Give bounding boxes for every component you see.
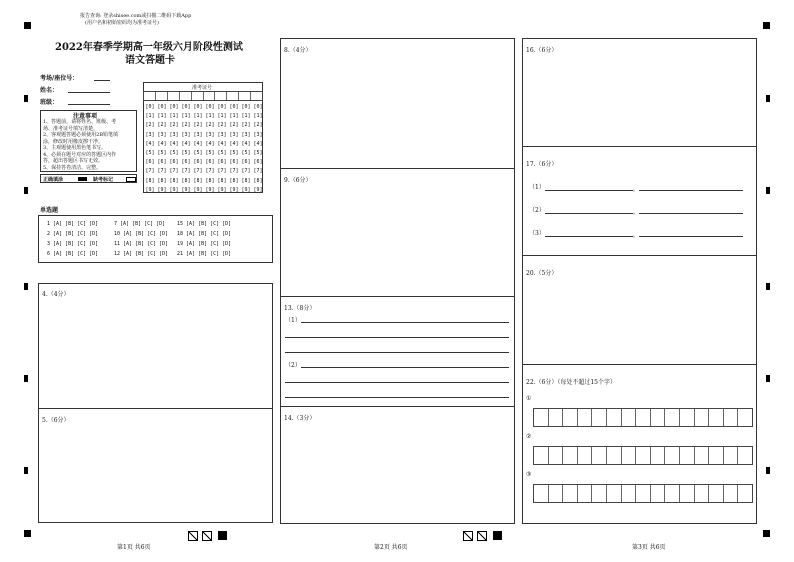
exam-digit-bubble[interactable]: [9] [157, 186, 167, 193]
exam-digit-bubble[interactable]: [1] [157, 113, 167, 120]
exam-digit-column [144, 103, 156, 195]
class-field[interactable] [68, 104, 110, 105]
name-label: 姓名： [40, 87, 59, 94]
exam-digit-bubble[interactable]: [9] [229, 186, 239, 193]
exam-digit-bubble[interactable]: [2] [145, 122, 155, 129]
exam-digit-bubble[interactable]: [6] [205, 159, 215, 166]
exam-digit-bubble[interactable]: [2] [229, 122, 239, 129]
exam-digit-bubble[interactable]: [5] [205, 150, 215, 157]
q13-label: 13.（8分） [284, 305, 316, 312]
exam-number-grid [143, 82, 263, 193]
mcq-question[interactable]: 2 [A] [B] [C] [D] [47, 231, 99, 237]
exam-digit-bubble[interactable]: [4] [169, 140, 179, 147]
exam-digit-bubble[interactable]: [8] [145, 177, 155, 184]
exam-digit-bubble[interactable]: [8] [169, 177, 179, 184]
exam-number-write-row[interactable] [143, 91, 263, 101]
exam-digit-bubble[interactable]: [3] [193, 131, 203, 138]
mcq-question[interactable]: 3 [A] [B] [C] [D] [47, 241, 99, 247]
missing-mark-box[interactable] [126, 177, 136, 182]
exam-digit-bubble[interactable]: [6] [217, 159, 227, 166]
exam-digit-bubble[interactable]: [8] [181, 177, 191, 184]
answer-area-q4[interactable] [38, 283, 273, 409]
answer-area-q22[interactable] [522, 364, 757, 524]
exam-digit-bubble[interactable]: [6] [229, 159, 239, 166]
notes-box [40, 110, 137, 172]
timing-mark [766, 187, 770, 194]
answer-area-q14[interactable] [280, 406, 515, 524]
exam-digit-bubble[interactable]: [6] [241, 159, 251, 166]
exam-digit-bubble[interactable]: [4] [145, 140, 155, 147]
exam-digit-bubble[interactable]: [0] [205, 104, 215, 110]
exam-digit-bubble[interactable]: [1] [205, 113, 215, 120]
q14-label: 14.（3分） [284, 415, 316, 422]
exam-digit-bubble[interactable]: [0] [229, 104, 239, 110]
exam-digit-bubble[interactable]: [5] [217, 150, 227, 157]
corner-mark-br [763, 530, 770, 537]
exam-digit-bubble[interactable]: [7] [157, 168, 167, 175]
page-title: 2022年春季学期高一年级六月阶段性测试 [55, 42, 243, 53]
notes-title: 注意事项 [73, 113, 98, 120]
mcq-question[interactable]: 11 [A] [B] [C] [D] [114, 241, 169, 247]
exam-digit-bubble[interactable]: [7] [193, 168, 203, 175]
answer-area-q17[interactable] [522, 146, 757, 256]
exam-digit-bubble[interactable]: [1] [181, 113, 191, 120]
exam-room-label: 考场/座位号： [40, 75, 79, 82]
exam-digit-bubble[interactable]: [8] [217, 177, 227, 184]
exam-digit-bubble[interactable]: [7] [169, 168, 179, 175]
q17-line[interactable] [545, 236, 633, 237]
exam-digit-bubble[interactable]: [6] [253, 159, 263, 166]
q17-part2-label: （2） [529, 207, 545, 214]
q13-line[interactable] [285, 352, 509, 353]
note-item: 2、客观题答题必须使用2B铅笔填 [43, 132, 119, 138]
q22-item1-label: ① [526, 395, 532, 402]
timing-mark [24, 375, 28, 382]
exam-digit-bubble[interactable]: [6] [169, 159, 179, 166]
page-code-mark [202, 531, 212, 541]
exam-digit-bubble[interactable]: [1] [169, 113, 179, 120]
note-item: 1、答题前，请将姓名、班级、考 [43, 119, 117, 125]
note-item: 答，超出答题区书写无效。 [43, 158, 104, 164]
page-footer-2: 第2页 共6页 [374, 544, 408, 551]
exam-digit-bubble[interactable]: [3] [205, 131, 215, 138]
exam-digit-bubble[interactable]: [5] [229, 150, 239, 157]
fill-legend [40, 174, 137, 183]
answer-area-q8[interactable] [280, 38, 515, 169]
exam-digit-bubble[interactable]: [1] [217, 113, 227, 120]
exam-digit-bubble[interactable]: [4] [181, 140, 191, 147]
q5-label: 5.（6分） [42, 417, 70, 424]
exam-room-field[interactable] [94, 80, 110, 81]
exam-digit-bubble[interactable]: [6] [181, 159, 191, 166]
mcq-question[interactable]: 7 [A] [B] [C] [D] [114, 221, 166, 227]
answer-area-q9[interactable] [280, 168, 515, 297]
exam-digit-bubble[interactable]: [8] [205, 177, 215, 184]
exam-digit-bubble[interactable]: [7] [217, 168, 227, 175]
exam-digit-bubble[interactable]: [0] [181, 104, 191, 110]
exam-digit-bubble[interactable]: [7] [181, 168, 191, 175]
exam-digit-bubble[interactable]: [8] [241, 177, 251, 184]
note-item: 4、必须在题号对应的答题区内作 [43, 151, 117, 158]
correct-fill-label: 正确填涂 [43, 177, 64, 183]
page-footer-3: 第3页 共6页 [632, 544, 666, 551]
exam-digit-bubble[interactable]: [5] [241, 150, 251, 157]
exam-digit-bubble[interactable]: [1] [253, 113, 263, 120]
corner-mark-tr [763, 22, 770, 29]
q9-label: 9.（6分） [284, 177, 312, 184]
exam-digit-bubble[interactable]: [3] [145, 131, 155, 138]
exam-digit-bubble[interactable]: [0] [169, 104, 179, 110]
q17-line[interactable] [639, 190, 743, 191]
q13-line[interactable] [301, 322, 509, 323]
exam-digit-column [156, 103, 168, 195]
exam-digit-bubble[interactable]: [3] [169, 131, 179, 138]
answer-area-q13[interactable] [280, 296, 515, 407]
q17-part1-label: （1） [529, 184, 545, 191]
exam-digit-bubble[interactable]: [6] [193, 159, 203, 166]
exam-digit-bubble[interactable]: [9] [205, 186, 215, 193]
name-field[interactable] [68, 92, 110, 93]
exam-digit-bubble[interactable]: [1] [145, 113, 155, 120]
page-code-mark [463, 531, 473, 541]
q13-line[interactable] [301, 367, 509, 368]
exam-digit-bubble[interactable]: [7] [241, 168, 251, 175]
q13-part1-label: （1） [285, 317, 301, 324]
exam-digit-bubble[interactable]: [7] [229, 168, 239, 175]
exam-digit-column [216, 103, 228, 195]
exam-digit-bubble[interactable]: [9] [241, 186, 251, 193]
exam-digit-bubble[interactable]: [3] [217, 131, 227, 138]
exam-digit-bubble[interactable]: [7] [253, 168, 263, 175]
page-code-mark [218, 531, 227, 540]
exam-digit-bubble[interactable]: [8] [229, 177, 239, 184]
exam-digit-column [204, 103, 216, 195]
exam-digit-bubble[interactable]: [5] [193, 150, 203, 157]
exam-digit-bubble[interactable]: [0] [217, 104, 227, 110]
exam-digit-bubble[interactable]: [4] [241, 140, 251, 147]
exam-digit-bubble[interactable]: [3] [181, 131, 191, 138]
exam-digit-bubble[interactable]: [2] [157, 122, 167, 129]
mcq-question[interactable]: 18 [A] [B] [C] [D] [177, 231, 232, 237]
exam-digit-bubble[interactable]: [9] [145, 186, 155, 193]
q17-dot: 。 [633, 209, 640, 216]
exam-digit-bubble[interactable]: [0] [145, 104, 155, 110]
q4-label: 4.（4分） [42, 291, 70, 298]
header-line-2: (用户名和初始密码均为准考证号) [85, 20, 159, 26]
timing-mark [24, 283, 28, 290]
exam-digit-bubble[interactable]: [1] [241, 113, 251, 120]
corner-mark-bl [24, 530, 31, 537]
exam-digit-bubble[interactable]: [2] [181, 122, 191, 129]
missing-mark-label: 缺考标记 [93, 177, 114, 183]
class-label: 班级： [40, 99, 59, 106]
exam-digit-bubble[interactable]: [3] [157, 131, 167, 138]
q13-line[interactable] [285, 382, 509, 383]
page-code-mark [493, 531, 502, 540]
exam-digit-bubble[interactable]: [4] [205, 140, 215, 147]
exam-number-label: 准考证号 [192, 85, 213, 91]
exam-digit-bubble[interactable]: [7] [205, 168, 215, 175]
q17-label: 17.（6分） [526, 161, 558, 168]
q13-part2-label: （2） [285, 362, 301, 369]
timing-mark [766, 283, 770, 290]
exam-digit-bubble[interactable]: [0] [253, 104, 263, 110]
timing-mark [24, 187, 28, 194]
exam-digit-bubble[interactable]: [2] [193, 122, 203, 129]
exam-digit-bubble[interactable]: [4] [193, 140, 203, 147]
exam-digit-bubble[interactable]: [2] [217, 122, 227, 129]
q17-dot: 。 [633, 186, 640, 193]
exam-digit-bubble[interactable]: [1] [193, 113, 203, 120]
page-code-mark [188, 531, 198, 541]
exam-digit-column [252, 103, 264, 195]
exam-digit-column [240, 103, 252, 195]
mcq-question[interactable]: 19 [A] [B] [C] [D] [177, 241, 232, 247]
q20-label: 20.（5分） [526, 270, 558, 277]
q22-item3-label: ③ [526, 471, 532, 478]
timing-mark [24, 467, 28, 474]
q13-line[interactable] [285, 337, 509, 338]
exam-digit-bubble[interactable]: [5] [253, 150, 263, 157]
note-item: 涂，修改时用橡皮擦干净。 [43, 138, 104, 145]
exam-digit-bubble[interactable]: [5] [169, 150, 179, 157]
exam-digit-bubble[interactable]: [2] [169, 122, 179, 129]
answer-area-q16[interactable] [522, 38, 757, 147]
exam-digit-bubble[interactable]: [3] [229, 131, 239, 138]
page-subtitle: 语文答题卡 [125, 55, 175, 66]
exam-digit-column [180, 103, 192, 195]
corner-mark-tl [24, 22, 31, 29]
q17-part3-label: （3） [529, 230, 545, 237]
q17-line[interactable] [639, 236, 743, 237]
exam-digit-bubble[interactable]: [3] [253, 131, 263, 138]
mcq-title: 单选题 [40, 207, 59, 214]
exam-digit-column [168, 103, 180, 195]
exam-digit-bubble[interactable]: [8] [193, 177, 203, 184]
mcq-box [38, 215, 273, 263]
exam-digit-bubble[interactable]: [6] [157, 159, 167, 166]
exam-digit-bubble[interactable]: [0] [193, 104, 203, 110]
timing-mark [766, 467, 770, 474]
exam-digit-bubble[interactable]: [9] [253, 186, 263, 193]
exam-digit-bubble[interactable]: [9] [181, 186, 191, 193]
exam-digit-bubble[interactable]: [5] [145, 150, 155, 157]
exam-digit-bubble[interactable]: [0] [241, 104, 251, 110]
exam-digit-bubble[interactable]: [2] [205, 122, 215, 129]
q22-label: 22.（6分）（每处不超过15个字） [526, 379, 616, 386]
notes-list [43, 119, 118, 171]
note-item: 5、保持答卷清洁、完整。 [43, 164, 102, 171]
exam-digit-bubble[interactable]: [8] [157, 177, 167, 184]
note-item: 场、准考证号填写清楚。 [43, 125, 99, 132]
exam-digit-bubble[interactable]: [0] [157, 104, 167, 110]
exam-digit-bubble[interactable]: [9] [169, 186, 179, 193]
q17-dot: 。 [633, 232, 640, 239]
timing-mark [766, 375, 770, 382]
exam-digit-bubble[interactable]: [4] [157, 140, 167, 147]
exam-digit-bubble[interactable]: [2] [241, 122, 251, 129]
answer-area-q5[interactable] [38, 408, 273, 523]
page-code-mark [477, 531, 487, 541]
exam-digit-bubble[interactable]: [8] [253, 177, 263, 184]
note-item: 3、主观题使用黑色笔书写。 [43, 145, 107, 151]
q13-line[interactable] [285, 397, 509, 398]
q22-grid-3[interactable] [533, 484, 753, 503]
exam-digit-bubble[interactable]: [4] [229, 140, 239, 147]
correct-fill-example [78, 177, 87, 181]
mcq-question[interactable]: 1 [A] [B] [C] [D] [47, 221, 99, 227]
mcq-question[interactable]: 10 [A] [B] [C] [D] [114, 231, 169, 237]
mcq-question[interactable]: 21 [A] [B] [C] [D] [177, 251, 232, 257]
exam-digit-bubble[interactable]: [9] [193, 186, 203, 193]
answer-area-q20[interactable] [522, 255, 757, 365]
mcq-question[interactable]: 12 [A] [B] [C] [D] [114, 251, 169, 257]
header-line-1: 报告查询: 登录shisee.com或扫描二维码下载App [80, 13, 192, 19]
mcq-question[interactable]: 6 [A] [B] [C] [D] [47, 251, 99, 257]
mcq-question[interactable]: 15 [A] [B] [C] [D] [177, 221, 232, 227]
exam-digit-bubble[interactable]: [2] [253, 122, 263, 129]
exam-digit-bubble[interactable]: [5] [181, 150, 191, 157]
timing-mark [24, 95, 28, 102]
q17-line[interactable] [545, 213, 633, 214]
exam-digit-bubble[interactable]: [4] [253, 140, 263, 147]
page-footer-1: 第1页 共6页 [117, 544, 151, 551]
q17-line[interactable] [639, 213, 743, 214]
exam-digit-column [228, 103, 240, 195]
q17-line[interactable] [545, 190, 633, 191]
exam-digit-bubble[interactable]: [6] [145, 159, 155, 166]
exam-digit-bubble[interactable]: [5] [157, 150, 167, 157]
q22-grid-1[interactable] [533, 408, 753, 427]
q8-label: 8.（4分） [284, 47, 312, 54]
exam-digit-column [192, 103, 204, 195]
q22-grid-2[interactable] [533, 446, 753, 465]
exam-digit-bubble[interactable]: [3] [241, 131, 251, 138]
exam-digit-bubble[interactable]: [9] [217, 186, 227, 193]
exam-digit-bubble[interactable]: [4] [217, 140, 227, 147]
exam-digit-bubble[interactable]: [7] [145, 168, 155, 175]
q22-item2-label: ② [526, 433, 532, 440]
timing-mark [766, 95, 770, 102]
q16-label: 16.（6分） [526, 47, 558, 54]
exam-digit-bubble[interactable]: [1] [229, 113, 239, 120]
